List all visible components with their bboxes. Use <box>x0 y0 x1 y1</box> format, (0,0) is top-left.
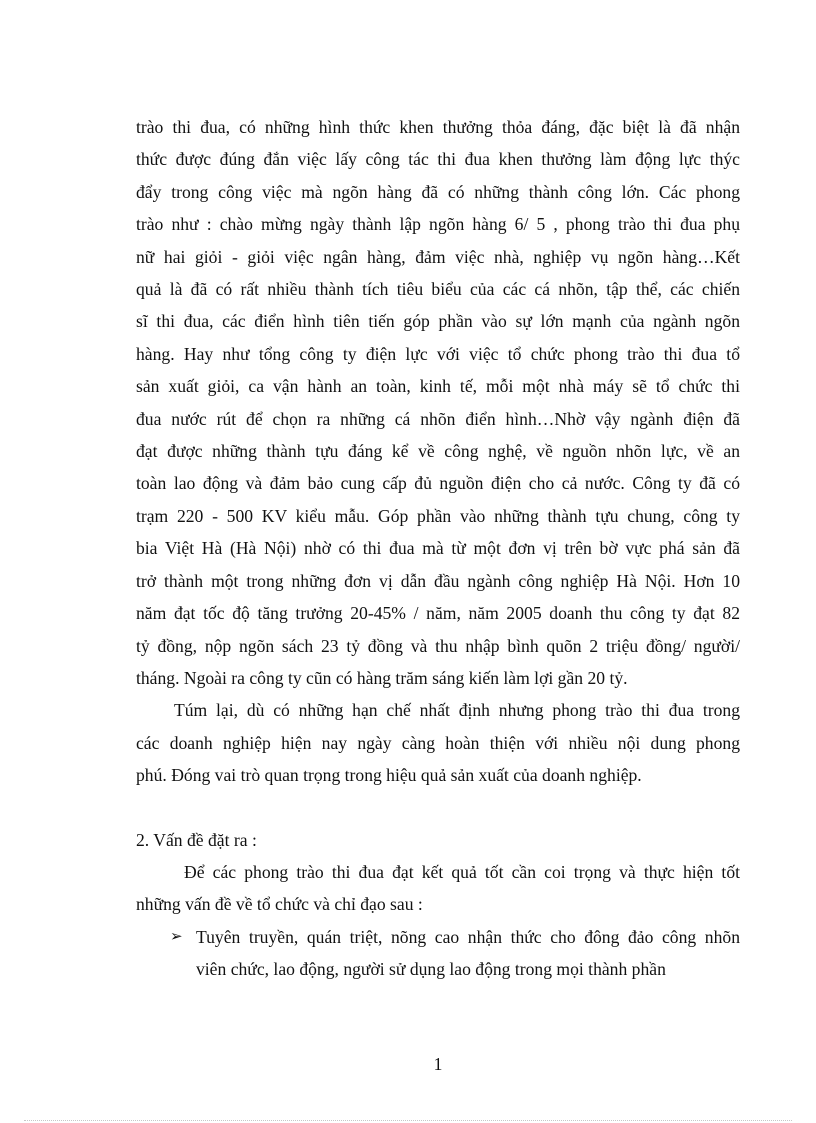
text-line: hàng. Hay như tổng công ty điện lực với việc tổ chức phong trào thi đua tổ <box>136 343 740 364</box>
text-line: trạm 220 - 500 KV kiểu mẫu. Góp phần vào những thành tựu chung, công ty <box>136 505 740 526</box>
text-line: sĩ thi đua, các điển hình tiên tiến góp phần vào sự lớn mạnh của ngành ngõn <box>136 311 740 332</box>
text-line: phú. Đóng vai trò quan trọng trong hiệu quả sản xuất của doanh nghiệp. <box>136 765 642 786</box>
text-line: trở thành một trong những đơn vị dẫn đầu ngành công nghiệp Hà Nội. Hơn 10 <box>136 570 740 591</box>
text-line: trào thi đua, có những hình thức khen thưởng thỏa đáng, đặc biệt là đã nhận <box>136 117 740 137</box>
text-line: viên chức, lao động, người sử dụng lao động trong mọi thành phần <box>196 959 666 980</box>
text-line: các doanh nghiệp hiện nay ngày càng hoàn thiện với nhiều nội dung phong <box>136 732 740 753</box>
text-line: sản xuất giỏi, ca vận hành an toàn, kinh tế, mỗi một nhà máy sẽ tổ chức thi <box>136 376 740 397</box>
text-line: trào như : chào mừng ngày thành lập ngõn hàng 6/ 5 , phong trào thi đua phụ <box>136 214 740 235</box>
text-line: tỷ đồng, nộp ngõn sách 23 tỷ đồng và thu nhập bình quõn 2 triệu đồng/ người/ <box>136 635 740 656</box>
text-line: nữ hai giỏi - giỏi việc ngân hàng, đảm việc nhà, nghiệp vụ ngõn hàng…Kết <box>136 246 740 267</box>
text-line: đua nước rút để chọn ra những cá nhõn điển hình…Nhờ vậy ngành điện đã <box>136 408 740 429</box>
paragraph-1 <box>136 111 740 694</box>
text-line: Túm lại, dù có những hạn chế nhất định nhưng phong trào thi đua trong <box>174 700 740 721</box>
section-heading: 2. Vấn đề đặt ra : <box>136 829 257 850</box>
text-line: quả là đã có rất nhiều thành tích tiêu biểu của các cá nhõn, tập thể, các chiến <box>136 279 740 300</box>
text-line: thức được đúng đắn việc lấy công tác thi đua khen thưởng làm động lực thýc <box>136 149 740 170</box>
text-line: Để các phong trào thi đua đạt kết quả tốt cần coi trọng và thực hiện tốt <box>184 861 740 882</box>
document-body <box>136 111 740 986</box>
text-line: những vấn đề về tổ chức và chỉ đạo sau : <box>136 894 423 915</box>
footer-divider <box>24 1120 792 1121</box>
paragraph-2 <box>136 694 740 791</box>
text-line: tháng. Ngoài ra công ty cũn có hàng trăm sáng kiến làm lợi gần 20 tỷ. <box>136 667 628 688</box>
bullet-item <box>136 921 740 986</box>
paragraph-gap <box>136 792 740 824</box>
text-line: bia Việt Hà (Hà Nội) nhờ có thi đua mà từ một đơn vị trên bờ vực phá sản đã <box>136 538 740 559</box>
text-line: đạt được những thành tựu đáng kể về công nghệ, về nguồn nhõn lực, về an <box>136 441 740 462</box>
text-line: Tuyên truyền, quán triệt, nõng cao nhận thức cho đông đảo công nhõn <box>196 926 740 947</box>
text-line: toàn lao động và đảm bảo cung cấp đủ nguồn điện cho cả nước. Công ty đã có <box>136 473 740 494</box>
text-line: đẩy trong công việc mà ngõn hàng đã có những thành công lớn. Các phong <box>136 181 740 202</box>
text-line: năm đạt tốc độ tăng trưởng 20-45% / năm, năm 2005 doanh thu công ty đạt 82 <box>136 603 740 624</box>
arrow-bullet-icon: ➢ <box>170 928 183 945</box>
paragraph-3 <box>136 856 740 921</box>
page-number: 1 <box>433 1054 443 1074</box>
